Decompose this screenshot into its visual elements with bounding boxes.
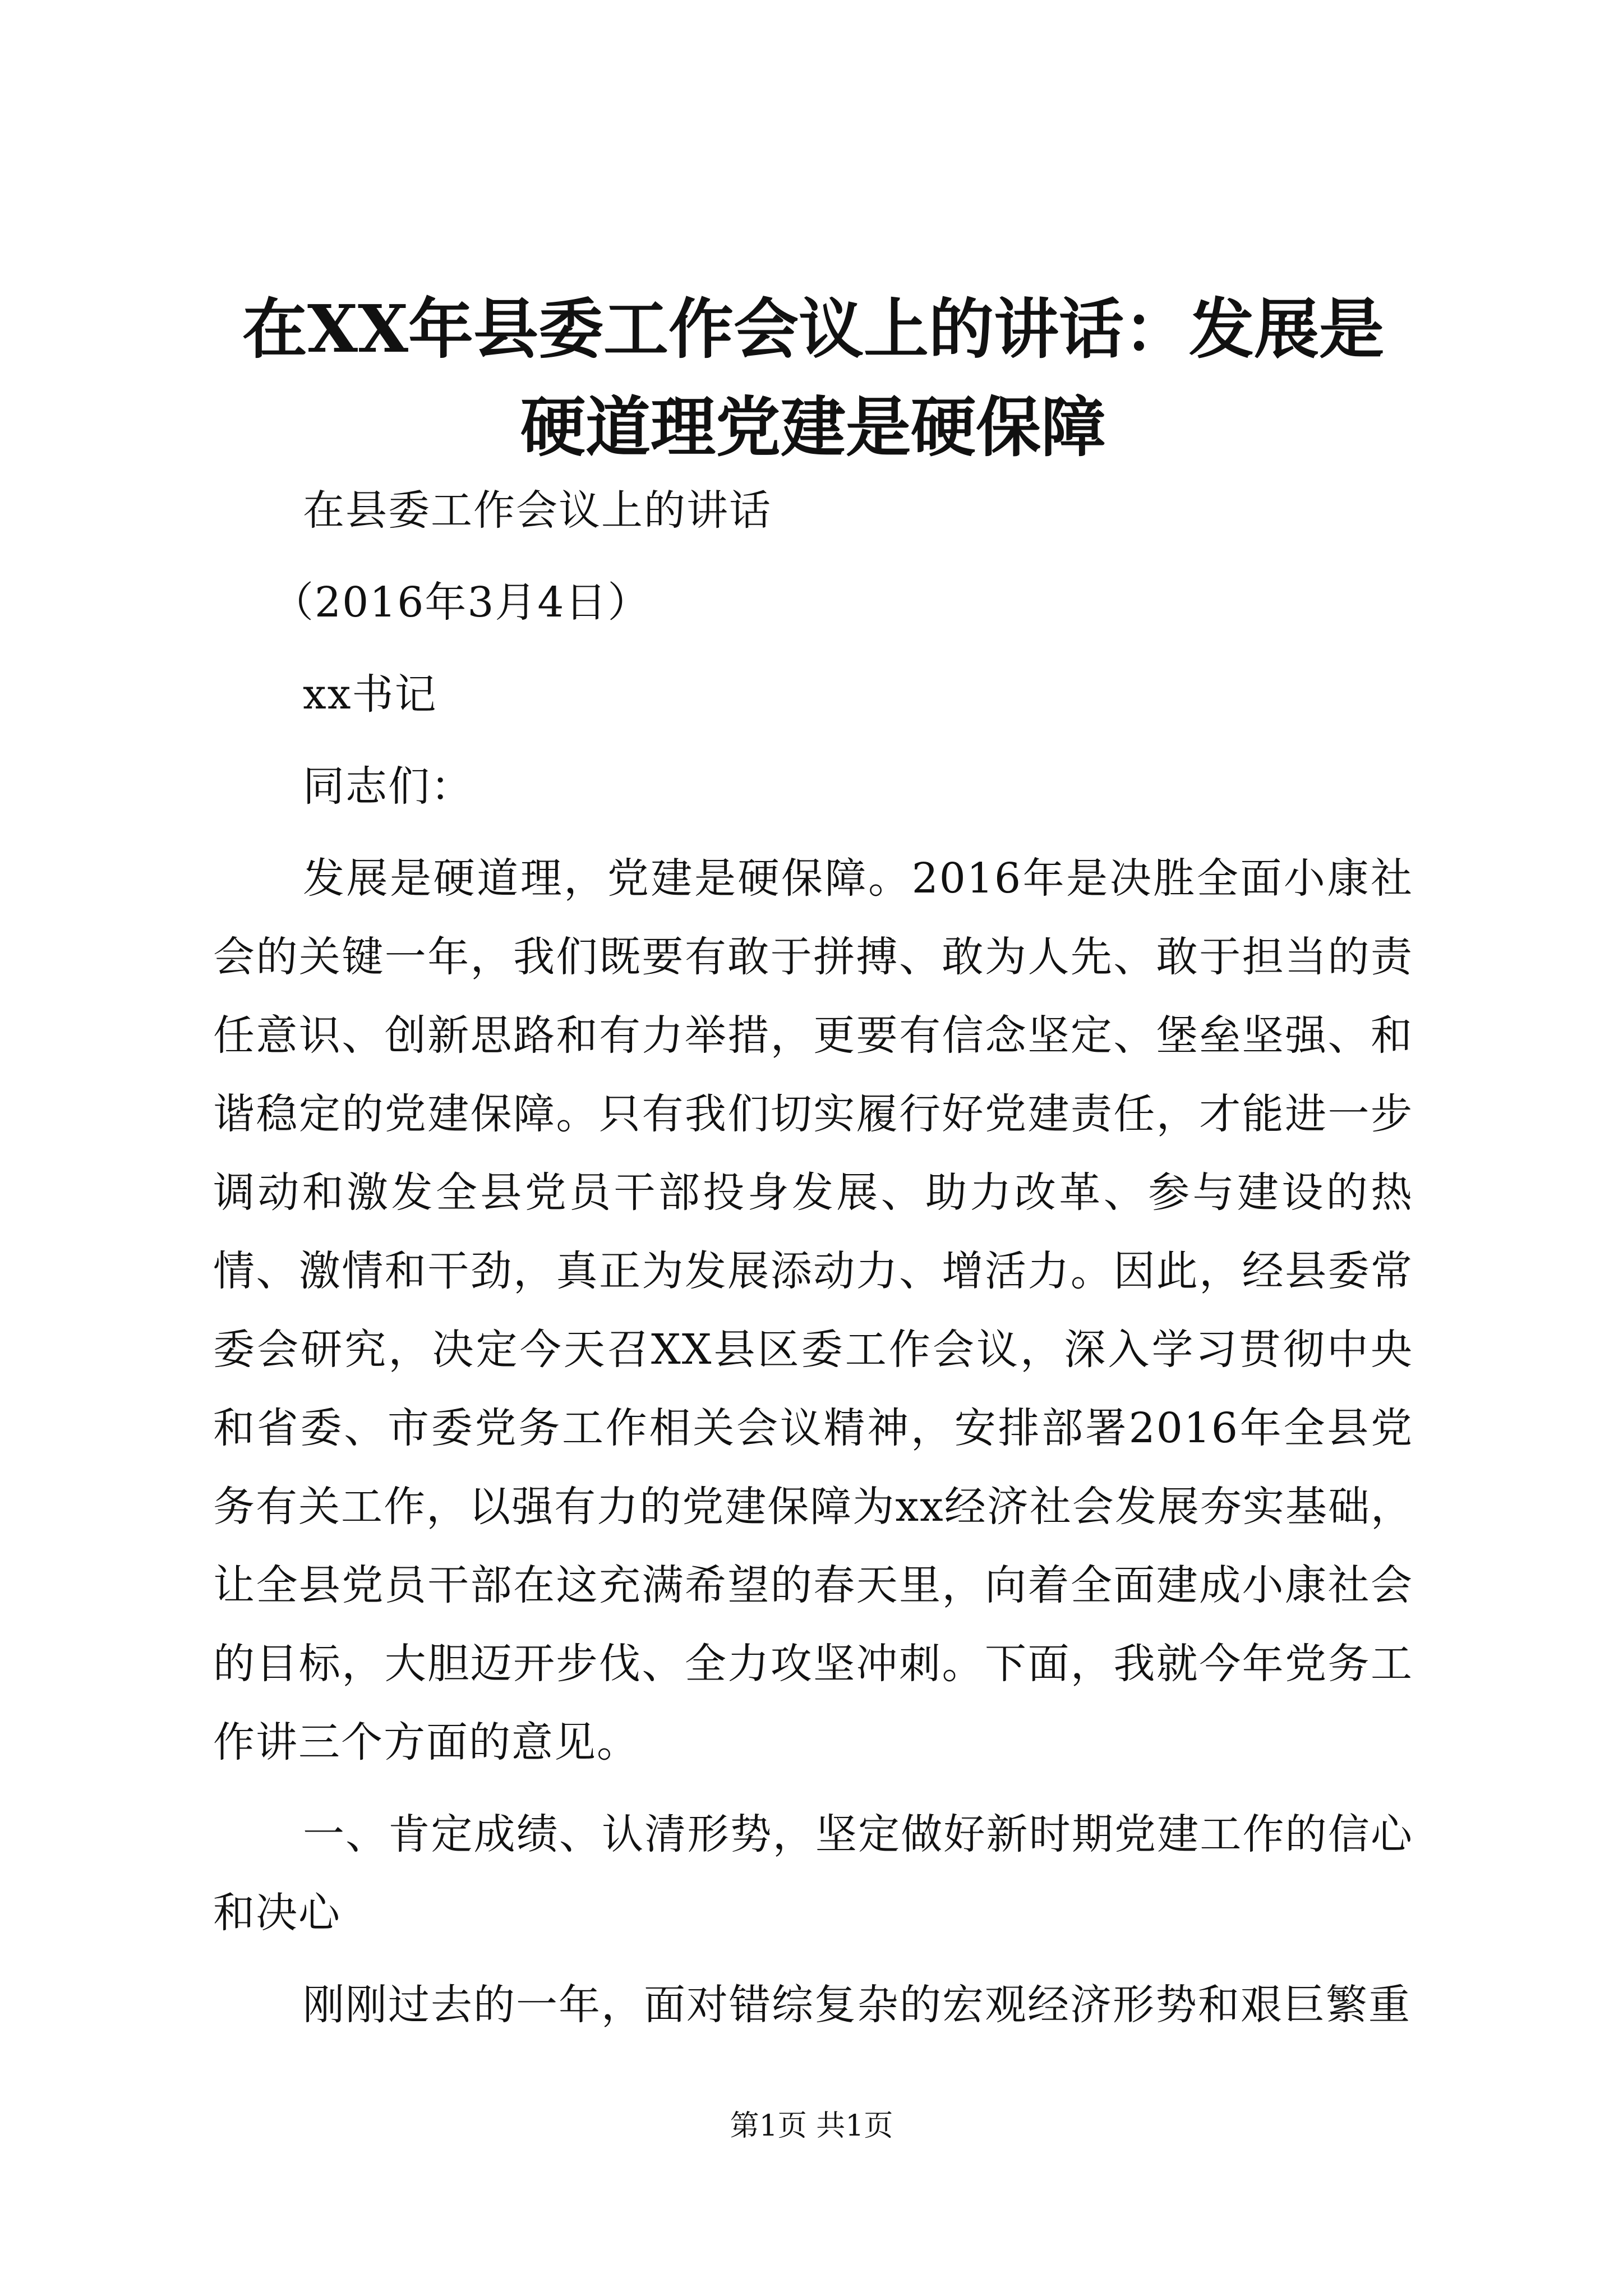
salutation: 同志们：: [303, 762, 473, 811]
speech-date: （2016年3月4日）: [272, 578, 651, 627]
speaker-name: xx书记: [303, 670, 437, 719]
body-paragraph: 发展是硬道理，党建是硬保障。2016年是决胜全面小康社会的关键一年，我们既要有敢于拼搏、敢为人先、敢于担当的责任意识、创新思路和有力举措，更要有信念坚定、堡垒坚强、和谐稳定的党建保障。只有我们切实履行好党建责任，才能进一步调动和激发全县党员干部投身发展、助力改革、参与建设的热情、激情和干劲，真正为发展添动力、增活力。因此，经县委常委会研究，决定今天召XX县区委工作会议，深入学习贯彻中央和省委、市委党务工作相关会议精神，安排部署2016年全县党务有关工作，以强有力的党建保障为xx经济社会发展夯实基础，让全县党员干部在这充满希望的春天里，向着全面建成小康社会的目标，大胆迈开步伐、全力攻坚冲刺。下面，我就今年党务工作讲三个方面的意见。: [213, 854, 1413, 1766]
document-body: [213, 471, 1413, 2058]
section-heading: 一、肯定成绩、认清形势，坚定做好新时期党建工作的信心和决心: [213, 1810, 1413, 1937]
body-paragraph: 刚刚过去的一年，面对错综复杂的宏观经济形势和艰巨繁重: [303, 1981, 1411, 2029]
page-footer: 第1页 共1页: [730, 2109, 893, 2143]
speech-heading: 在县委工作会议上的讲话: [303, 486, 772, 535]
document-title: 在XX年县委工作会议上的讲话：发展是硬道理党建是硬保障: [242, 291, 1384, 466]
